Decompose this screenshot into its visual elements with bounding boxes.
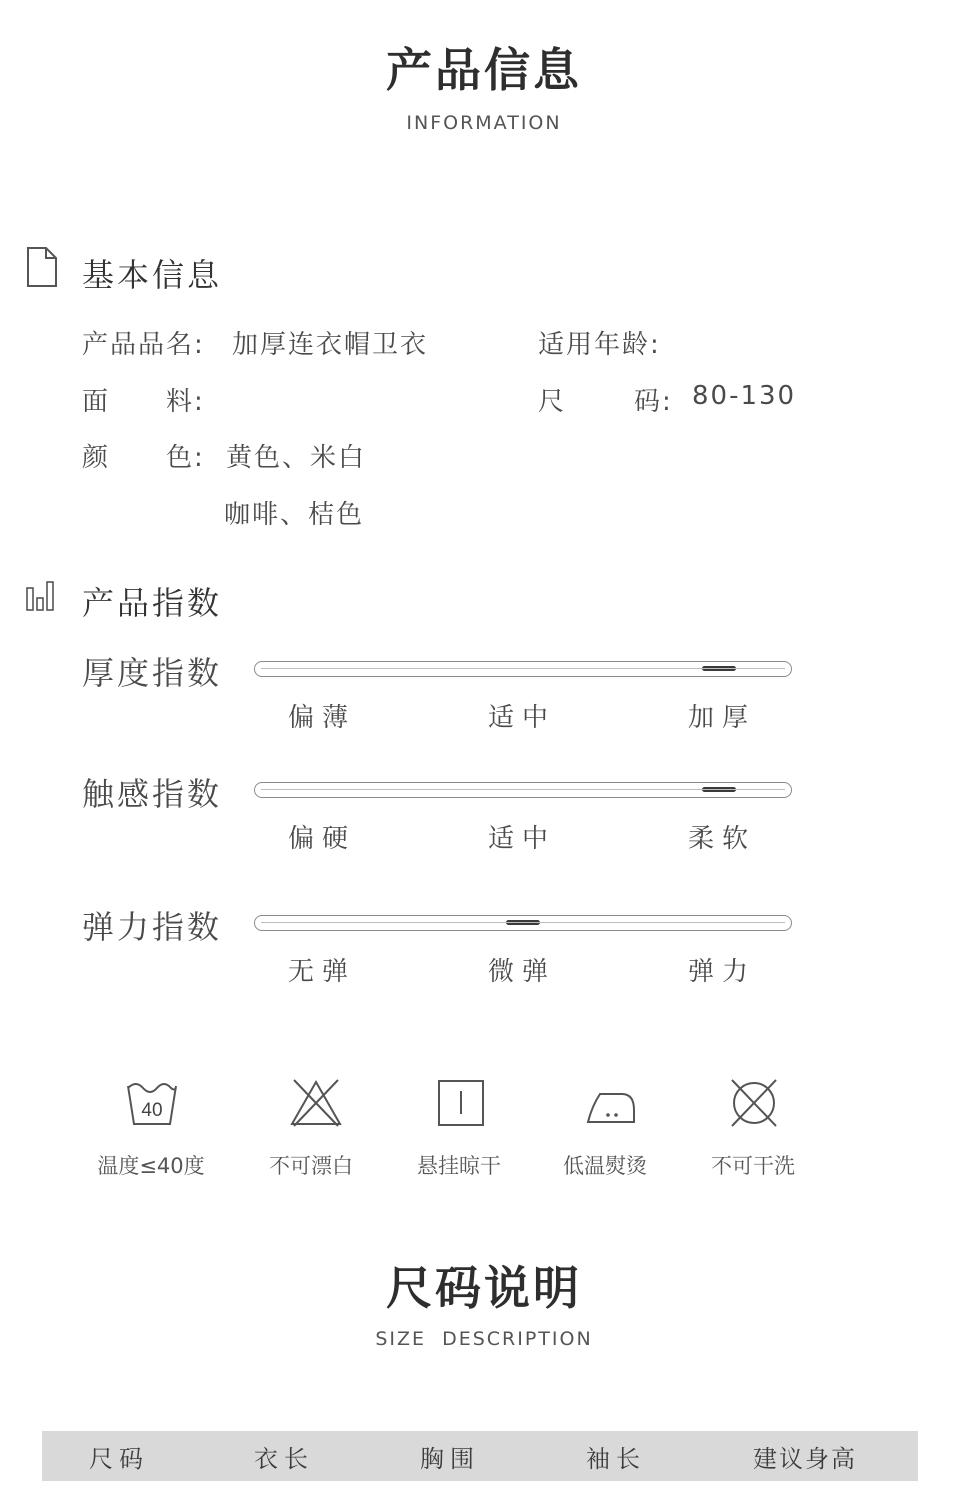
document-icon — [26, 246, 58, 288]
header-chest: 胸围 — [420, 1445, 480, 1473]
color-label-b: 色: — [166, 443, 205, 473]
thickness-indicator — [702, 666, 736, 671]
index-name-elasticity: 弹力指数 — [82, 908, 223, 946]
product-name-value: 加厚连衣帽卫衣 — [232, 330, 429, 360]
elasticity-track — [254, 915, 792, 931]
thickness-scale-mid: 适中 — [488, 703, 557, 733]
color-value-1: 黄色、米白 — [226, 443, 367, 473]
fabric-label-b: 料: — [166, 387, 205, 417]
low-iron-icon — [578, 1076, 638, 1132]
care-label-no-dry-clean: 不可干洗 — [711, 1154, 795, 1178]
elasticity-indicator — [506, 920, 540, 925]
no-dry-clean-icon — [724, 1076, 784, 1132]
elasticity-scale-mid: 微弹 — [488, 957, 557, 987]
touch-indicator — [702, 787, 736, 792]
thickness-track — [254, 661, 792, 677]
touch-track — [254, 782, 792, 798]
color-label-a: 颜 — [82, 443, 111, 473]
thickness-scale-low: 偏薄 — [288, 703, 357, 733]
size-value: 80-130 — [692, 381, 797, 411]
care-label-no-bleach: 不可漂白 — [269, 1154, 353, 1178]
care-label-wash: 温度≤40度 — [97, 1154, 205, 1178]
wash-40-icon — [122, 1076, 182, 1132]
basic-info-title: 基本信息 — [82, 256, 223, 294]
elasticity-scale-low: 无弹 — [288, 957, 357, 987]
wash-temperature-number: 40 — [141, 1100, 163, 1121]
index-name-touch: 触感指数 — [82, 775, 223, 813]
bar-chart-icon — [26, 580, 58, 612]
page-subtitle: INFORMATION — [406, 112, 562, 134]
size-section-subtitle: SIZE DESCRIPTION — [375, 1328, 593, 1350]
size-section-title: 尺码说明 — [386, 1261, 582, 1315]
size-table-header — [42, 1431, 918, 1481]
care-label-low-iron: 低温熨烫 — [563, 1154, 647, 1178]
elasticity-scale-high: 弹力 — [688, 957, 757, 987]
size-label-b: 码: — [634, 387, 673, 417]
color-value-2: 咖啡、桔色 — [224, 500, 365, 530]
fabric-label-a: 面 — [82, 387, 111, 417]
header-height: 建议身高 — [753, 1445, 857, 1473]
header-sleeve: 袖长 — [586, 1445, 646, 1473]
page-title: 产品信息 — [386, 43, 582, 97]
header-size: 尺码 — [89, 1445, 149, 1473]
age-label: 适用年龄: — [538, 330, 661, 360]
product-index-title: 产品指数 — [82, 584, 223, 622]
touch-scale-high: 柔软 — [688, 824, 757, 854]
hang-dry-icon — [430, 1076, 490, 1132]
header-length: 衣长 — [254, 1445, 314, 1473]
thickness-scale-high: 加厚 — [688, 703, 757, 733]
care-label-hang-dry: 悬挂晾干 — [417, 1154, 501, 1178]
touch-scale-low: 偏硬 — [288, 824, 357, 854]
index-name-thickness: 厚度指数 — [82, 654, 223, 692]
product-name-label: 产品品名: — [82, 330, 205, 360]
size-label-a: 尺 — [538, 387, 567, 417]
no-bleach-icon — [286, 1076, 346, 1132]
touch-scale-mid: 适中 — [488, 824, 557, 854]
